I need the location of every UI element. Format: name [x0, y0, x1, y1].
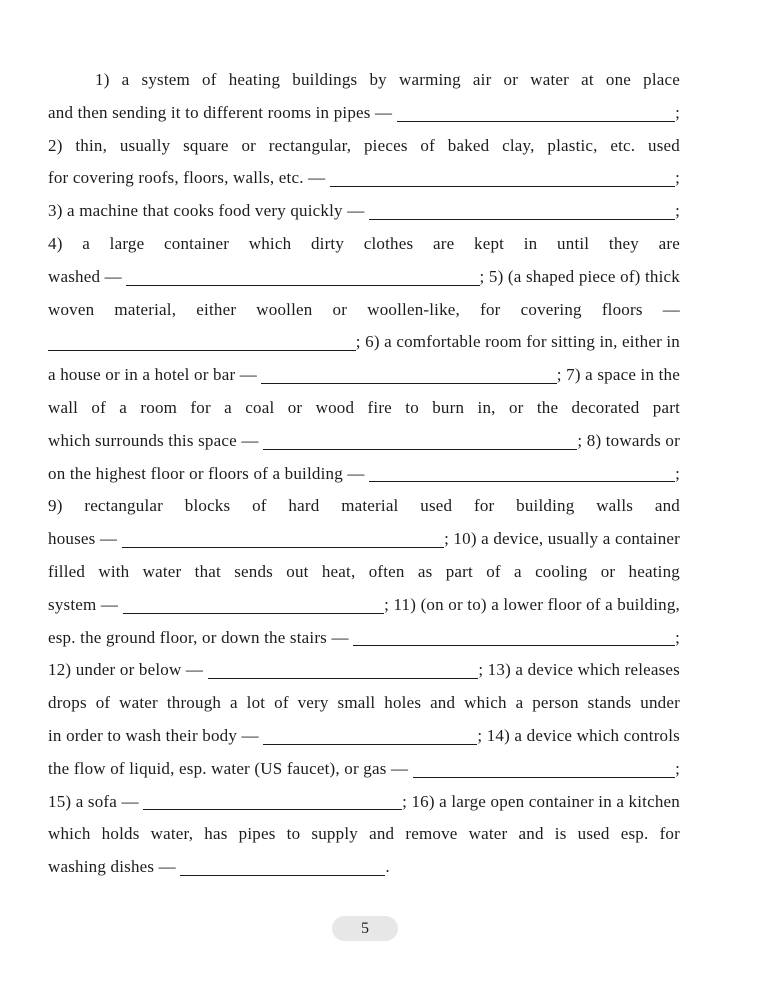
fill-in-blank — [126, 261, 479, 286]
line-text: ; 6) a comfortable room for sitting in, either in — [355, 332, 680, 352]
line-text: ; 16) a large open container in a kitchen — [402, 791, 680, 811]
line-text: ; — [675, 102, 680, 122]
fill-in-blank — [369, 458, 675, 483]
line-text: the flow of liquid, esp. water (US faucet), or gas — — [48, 758, 413, 778]
line-text: 12) under or below — — [48, 660, 208, 680]
line-text: which holds water, has pipes to supply and remove water and is used esp. for — [48, 824, 680, 844]
fill-in-blank — [397, 97, 675, 122]
fill-in-blank — [261, 359, 556, 384]
fill-in-blank — [263, 425, 577, 450]
text-line-11 — [48, 392, 680, 425]
text-line-8 — [48, 294, 680, 327]
line-text: 3) a machine that cooks food very quickly — — [48, 201, 369, 221]
line-text: ; — [675, 758, 680, 778]
line-text: ; — [675, 201, 680, 221]
text-line-7 — [48, 261, 680, 294]
line-text: washed — — [48, 266, 127, 286]
line-text: ; 13) a device which releases — [478, 660, 680, 680]
page-number-badge: 5 — [332, 916, 398, 941]
text-line-20 — [48, 687, 680, 720]
fill-in-blank — [413, 753, 675, 778]
line-text: ; 14) a device which controls — [477, 725, 680, 745]
line-text: wall of a room for a coal or wood fire to burn in, or the decorated part — [48, 397, 680, 417]
line-text: 2) thin, usually square or rectangular, pieces of baked clay, plastic, etc. used — [48, 135, 680, 155]
text-line-13 — [48, 458, 680, 491]
line-text: on the highest floor or floors of a building — — [48, 463, 370, 483]
text-line-1 — [48, 64, 680, 97]
text-line-25 — [48, 851, 680, 884]
fill-in-blank — [48, 326, 356, 351]
line-text: esp. the ground floor, or down the stairs — — [48, 627, 354, 647]
line-text: a house or in a hotel or bar — — [48, 365, 262, 385]
fill-in-blank — [353, 622, 675, 647]
fill-in-blank — [123, 589, 385, 614]
line-text: washing dishes — — [48, 857, 181, 877]
text-line-4 — [48, 162, 680, 195]
text-line-24 — [48, 818, 680, 851]
line-text: ; 7) a space in the — [556, 365, 680, 385]
text-line-3 — [48, 130, 680, 163]
text-line-22 — [48, 753, 680, 786]
fill-in-blank — [143, 786, 402, 811]
line-text: ; — [675, 463, 680, 483]
text-line-23 — [48, 786, 680, 819]
fill-in-blank — [180, 851, 385, 876]
fill-in-blank — [263, 720, 477, 745]
text-line-19 — [48, 654, 680, 687]
text-line-21 — [48, 720, 680, 753]
line-text: and then sending it to different rooms in pipes — — [48, 102, 397, 122]
line-text: . — [385, 857, 390, 877]
line-text: ; 11) (on or to) a lower floor of a building, — [384, 594, 680, 614]
exercise-text-block — [48, 64, 680, 884]
line-text: system — — [48, 594, 123, 614]
line-text: ; 8) towards or — [577, 430, 680, 450]
text-line-18 — [48, 622, 680, 655]
text-line-12 — [48, 425, 680, 458]
line-text: 4) a large container which dirty clothes are kept in until they are — [48, 233, 680, 253]
line-text: ; — [675, 168, 680, 188]
line-text: houses — — [48, 529, 122, 549]
fill-in-blank — [208, 654, 479, 679]
line-text: ; 10) a device, usually a container — [444, 529, 680, 549]
line-text: drops of water through a lot of very small holes and which a person stands under — [48, 693, 680, 713]
text-line-5 — [48, 195, 680, 228]
text-line-6 — [48, 228, 680, 261]
line-text: in order to wash their body — — [48, 725, 264, 745]
text-line-10 — [48, 359, 680, 392]
line-text: ; 5) (a shaped piece of) thick — [479, 266, 680, 286]
line-text: for covering roofs, floors, walls, etc. — — [48, 168, 330, 188]
fill-in-blank — [122, 523, 444, 548]
text-line-17 — [48, 589, 680, 622]
fill-in-blank — [369, 195, 675, 220]
line-text: which surrounds this space — — [48, 430, 263, 450]
text-line-16 — [48, 556, 680, 589]
text-line-14 — [48, 490, 680, 523]
line-text: 15) a sofa — — [48, 791, 144, 811]
text-line-15 — [48, 523, 680, 556]
text-line-2 — [48, 97, 680, 130]
line-text: 9) rectangular blocks of hard material used for building walls and — [48, 496, 680, 516]
line-text: ; — [675, 627, 680, 647]
line-text: woven material, either woollen or woollen-like, for covering floors — — [48, 299, 680, 319]
line-text: 1) a system of heating buildings by warming air or water at one place — [95, 70, 680, 89]
line-text: filled with water that sends out heat, often as part of a cooling or heating — [48, 561, 680, 581]
text-line-9 — [48, 326, 680, 359]
fill-in-blank — [330, 162, 675, 187]
